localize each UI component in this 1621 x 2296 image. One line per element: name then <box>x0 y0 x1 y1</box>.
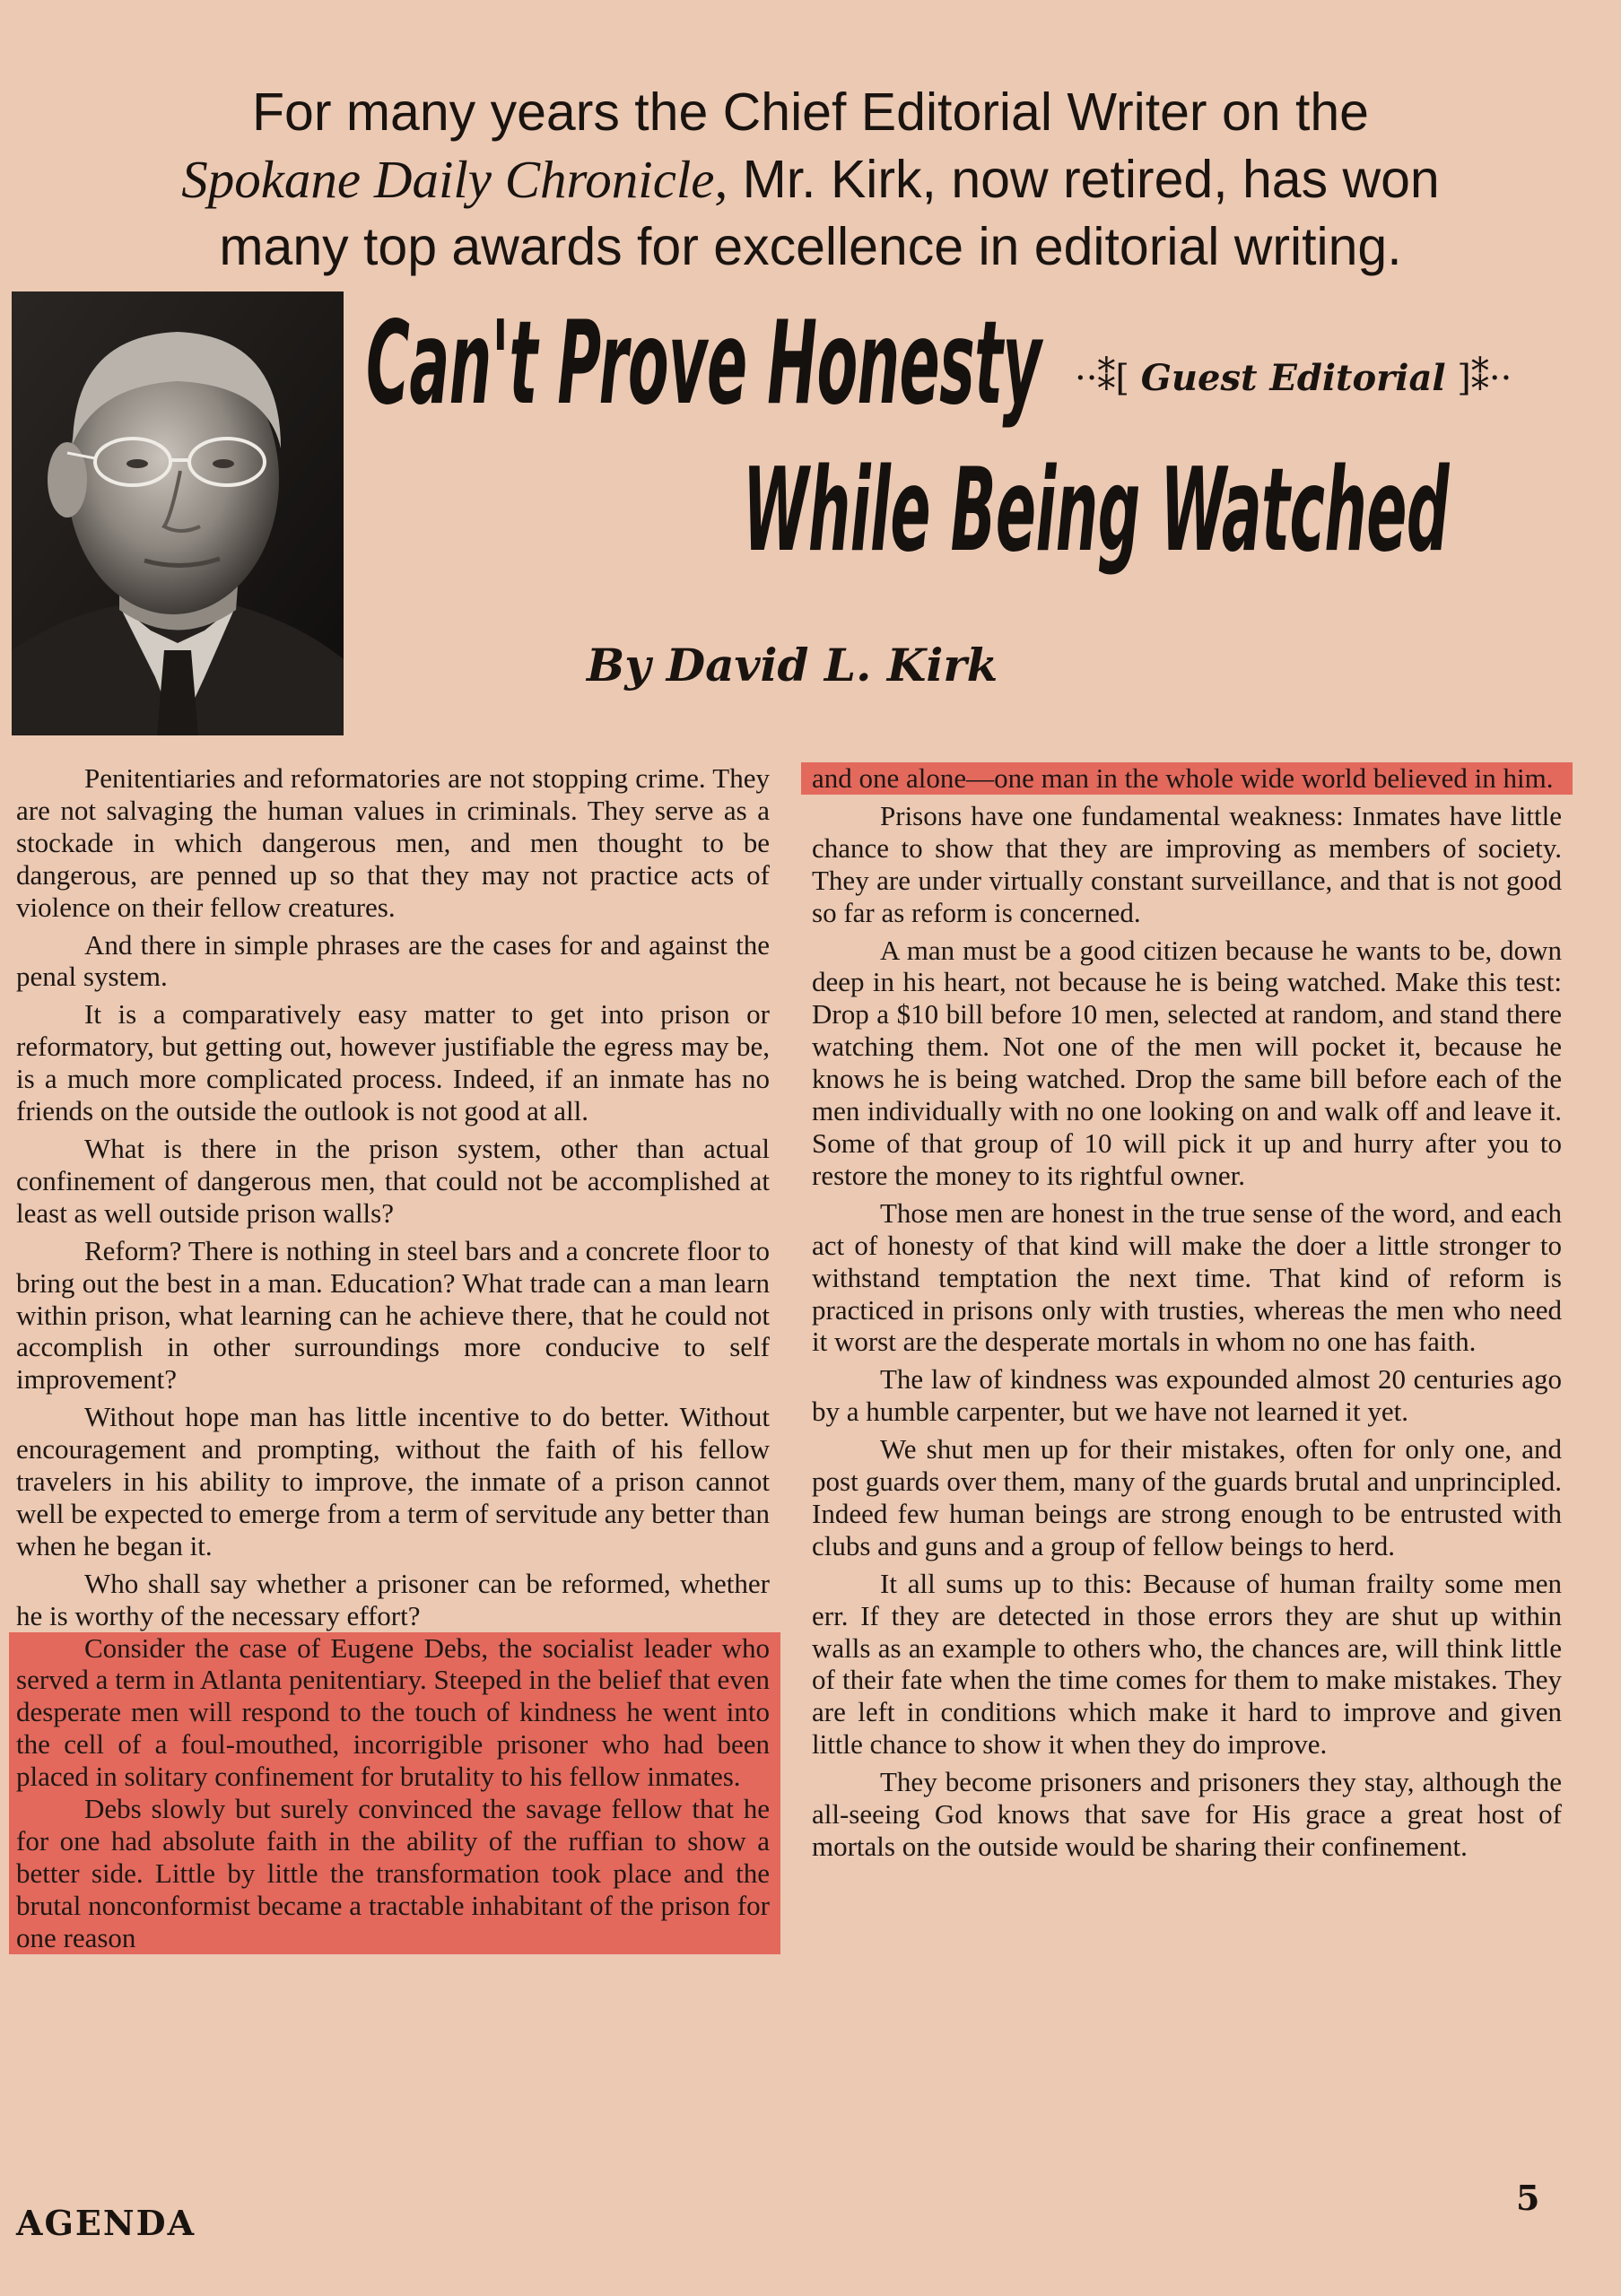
paragraph: And there in simple phrases are the cases for and against the penal system. <box>16 928 770 993</box>
paragraph: It is a comparatively easy matter to get into prison or reformatory, but getting out, however justifiable the egress may be, is a much more complicated process. Indeed, if an inmate has no friends on the outside the outlook is not good at all. <box>16 998 770 1127</box>
headline-line-1: Can't Prove Honesty <box>366 297 1041 430</box>
byline: By David L. Kirk <box>587 639 998 691</box>
headline-line-2: While Being Watched <box>743 444 1450 578</box>
intro-line-2 <box>54 146 1567 213</box>
intro-line-1: For many years the Chief Editorial Writer on the <box>252 83 1369 142</box>
guest-editorial-label: Guest Editorial <box>1140 357 1446 399</box>
right-column <box>812 762 1562 1863</box>
guest-editorial-tag <box>1075 357 1512 399</box>
paragraph: The law of kindness was expounded almost 20 centuries ago by a humble carpenter, but we have not learned it yet. <box>812 1363 1562 1428</box>
ornament-right-icon: ]⁑·· <box>1445 358 1512 399</box>
paragraph: Without hope man has little incentive to do better. Without encouragement and prompting, without the faith of his fellow travelers in his ability to improve, the inmate of a prison cannot well be expected to emerge from a term of servitude any better than when he began it. <box>16 1401 770 1561</box>
paragraph: What is there in the prison system, other than actual confinement of dangerous men, that could not be accomplished at least as well outside prison walls? <box>16 1132 770 1229</box>
author-portrait <box>12 291 344 735</box>
highlighted-passage-debs <box>9 1632 780 1954</box>
paragraph: A man must be a good citizen because he wants to be, down deep in his heart, not because he is being watched. Make this test: Drop a $10 bill before 10 men, selected at random, and stand there watching them. Not one of the men will pocket it, because he knows he is being watched. Drop the same bill before each of the men individually with no one looking on and walk off and leave it. Some of that group of 10 will pick it up and hurry after you to restore the money to its rightful owner. <box>812 934 1562 1191</box>
paragraph: Prisons have one fundamental weakness: Inmates have little chance to show that they are improving as members of society. They are under virtually constant surveillance, and that is not good so far as reform is concerned. <box>812 799 1562 928</box>
paragraph: Those men are honest in the true sense of the word, and each act of honesty of that kind will make the doer a little stronger to withstand temptation the next time. That kind of reform is practiced in prisons only with trusties, whereas the men who need it worst are the desperate mortals in whom no one has faith. <box>812 1196 1562 1358</box>
intro-deck <box>54 79 1567 281</box>
newspaper-name: Spokane Daily Chronicle, <box>181 150 728 209</box>
intro-line-3: many top awards for excellence in editorial writing. <box>219 217 1402 276</box>
highlighted-passage-continued <box>801 762 1573 795</box>
ornament-left-icon: ··⁑[ <box>1075 358 1141 399</box>
intro-line-2-rest: Mr. Kirk, now retired, has won <box>728 150 1440 209</box>
paragraph: Debs slowly but surely convinced the savage fellow that he for one had absolute faith in the ability of the ruffian to show a better side. Little by little the transformation took place and the brutal nonconformist became a tractable inhabitant of the prison for one reason <box>16 1793 770 1953</box>
paragraph: Who shall say whether a prisoner can be reformed, whether he is worthy of the necessary effort? <box>16 1567 770 1631</box>
paragraph: We shut men up for their mistakes, often for only one, and post guards over them, many of the guards brutal and unprincipled. Indeed few human beings are strong enough to be entrusted with clubs and guns and a group of fellow beings to herd. <box>812 1433 1562 1561</box>
paragraph: and one alone—one man in the whole wide world believed in him. <box>812 762 1554 794</box>
magazine-name: AGENDA <box>16 2203 196 2243</box>
paragraph: Reform? There is nothing in steel bars and a concrete floor to bring out the best in a man. Education? What trade can a man learn within prison, what learning can he achieve there, that he could not accomplish in other surroundings more conducive to self improvement? <box>16 1234 770 1396</box>
paragraph: They become prisoners and prisoners they stay, although the all-seeing God knows that save for His grace a great host of mortals on the outside would be sharing their confinement. <box>812 1766 1562 1862</box>
paragraph: Consider the case of Eugene Debs, the socialist leader who served a term in Atlanta penitentiary. Steeped in the belief that even desperate men will respond to the touch of kindness he went into the cell of a foul-mouthed, incorrigible prisoner who had been placed in solitary confinement for brutality to his fellow inmates. <box>16 1631 770 1793</box>
left-column <box>16 762 770 1954</box>
paragraph: Penitentiaries and reformatories are not stopping crime. They are not salvaging the human values in criminals. They serve as a stockade in which dangerous men, and men thought to be dangerous, are penned up so that they may not practice acts of violence on their fellow creatures. <box>16 762 770 923</box>
paragraph: It all sums up to this: Because of human frailty some men err. If they are detected in those errors they are shut up within walls as an example to others who, the chances are, will think little of their fate when the time comes for them to make mistakes. They are left in conditions which make it hard to improve and given little chance to show it when they do improve. <box>812 1567 1562 1761</box>
page-number: 5 <box>1516 2178 1540 2218</box>
